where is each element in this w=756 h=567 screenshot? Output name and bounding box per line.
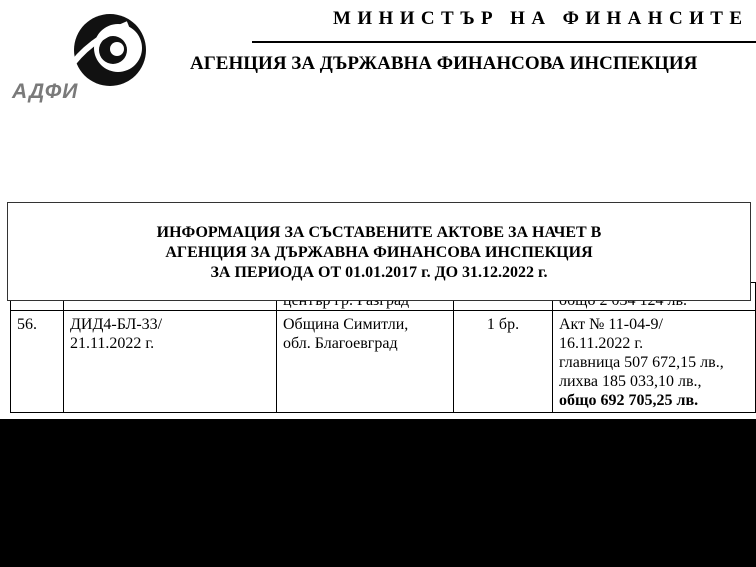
organization-cell — [277, 311, 454, 413]
acts-count: 1 бр. — [454, 311, 553, 413]
info-title-line-1: ИНФОРМАЦИЯ ЗА СЪСТАВЕНИТЕ АКТОВЕ ЗА НАЧЕТ В — [156, 224, 602, 241]
act-total: общо 692 705,25 лв. — [559, 392, 699, 409]
acts-table — [10, 282, 756, 413]
act-details-cell — [553, 311, 756, 413]
row-number: 56. — [11, 311, 64, 413]
organization-line-2: обл. Благоевград — [283, 335, 398, 352]
logo-text: АДФИ — [12, 80, 79, 103]
inspection-ref-cell — [64, 311, 277, 413]
act-principal: главница 507 672,15 лв., — [559, 354, 724, 371]
inspection-ref-line-1: ДИД4-БЛ-33/ — [70, 316, 163, 333]
ministry-title: МИНИСТЪР НА ФИНАНСИТЕ — [333, 8, 749, 29]
adfi-logo — [10, 8, 160, 103]
black-bar — [0, 419, 756, 567]
act-number: Акт № 11-04-9/ — [559, 316, 663, 333]
info-title-line-3: ЗА ПЕРИОДА ОТ 01.01.2017 г. ДО 31.12.2022 г. — [210, 264, 548, 281]
info-title-line-2: АГЕНЦИЯ ЗА ДЪРЖАВНА ФИНАНСОВА ИНСПЕКЦИЯ — [165, 244, 593, 261]
acts-table-container — [10, 282, 756, 422]
organization-line-1: Община Симитли, — [283, 316, 409, 333]
act-date: 16.11.2022 г. — [559, 335, 644, 352]
inspection-ref-line-2: 21.11.2022 г. — [70, 335, 155, 352]
act-interest: лихва 185 033,10 лв., — [559, 373, 702, 390]
info-title-box — [7, 202, 751, 301]
table-row — [11, 311, 756, 413]
header-divider — [252, 41, 756, 43]
agency-title: АГЕНЦИЯ ЗА ДЪРЖАВНА ФИНАНСОВА ИНСПЕКЦИЯ — [190, 53, 698, 74]
